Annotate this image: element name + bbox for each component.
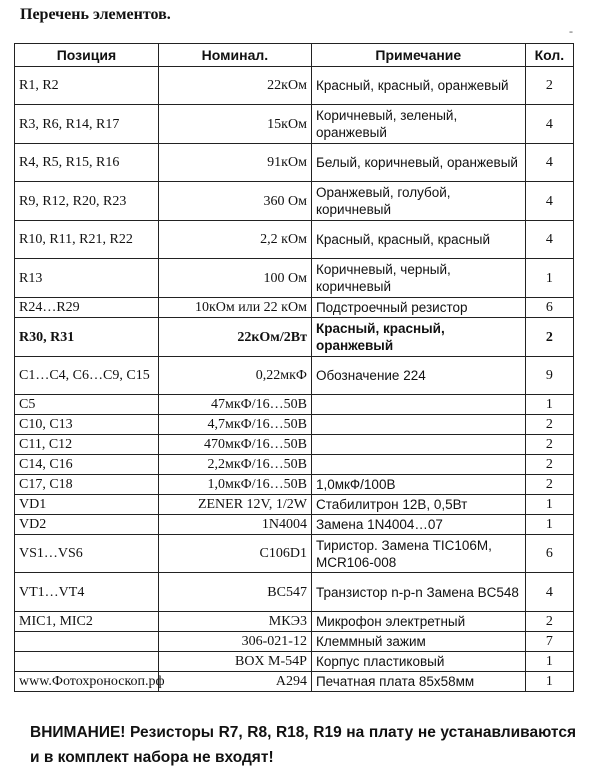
table-row	[15, 455, 574, 475]
cell-note: Печатная плата 85х58мм	[311, 672, 525, 692]
cell-nominal: BC547	[158, 573, 311, 612]
cell-note: Подстроечный резистор	[311, 298, 525, 318]
cell-nominal: 91кОм	[158, 144, 311, 182]
cell-nominal: BOX M-54P	[158, 652, 311, 672]
cell-note: Замена 1N4004…07	[311, 515, 525, 535]
cell-position: C1…C4, C6…C9, C15	[15, 357, 159, 395]
table-row	[15, 652, 574, 672]
cell-nominal: 15кОм	[158, 105, 311, 144]
table-row	[15, 435, 574, 455]
cell-nominal: 470мкФ/16…50В	[158, 435, 311, 455]
cell-nominal: A294	[158, 672, 311, 692]
table-row	[15, 395, 574, 415]
table-row	[15, 672, 574, 692]
table-row	[15, 67, 574, 105]
cell-position: www.Фотохроноскоп.рф	[15, 672, 159, 692]
cell-position: R3, R6, R14, R17	[15, 105, 159, 144]
cell-note: Корпус пластиковый	[311, 652, 525, 672]
cell-note: Обозначение 224	[311, 357, 525, 395]
cell-note: Коричневый, зеленый, оранжевый	[311, 105, 525, 144]
cell-position: C11, C12	[15, 435, 159, 455]
cell-qty: 9	[525, 357, 573, 395]
cell-qty: 2	[525, 415, 573, 435]
cell-qty: 1	[525, 652, 573, 672]
cell-nominal: C106D1	[158, 535, 311, 573]
cell-nominal: ZENER 12V, 1/2W	[158, 495, 311, 515]
table-row	[15, 105, 574, 144]
cell-position: R10, R11, R21, R22	[15, 221, 159, 259]
cell-qty: 4	[525, 105, 573, 144]
cell-note	[311, 435, 525, 455]
cell-note: Красный, красный, красный	[311, 221, 525, 259]
cell-position: R30, R31	[15, 318, 159, 357]
cell-nominal: 2,2 кОм	[158, 221, 311, 259]
cell-nominal: 1N4004	[158, 515, 311, 535]
table-row	[15, 573, 574, 612]
cell-nominal: 22кОм/2Вт	[158, 318, 311, 357]
cell-position: C17, C18	[15, 475, 159, 495]
cell-position: VT1…VT4	[15, 573, 159, 612]
table-row	[15, 144, 574, 182]
table-row	[15, 318, 574, 357]
cell-position	[15, 632, 159, 652]
cell-qty: 2	[525, 67, 573, 105]
cell-qty: 1	[525, 672, 573, 692]
table-row	[15, 535, 574, 573]
page-title: Перечень элементов.	[20, 6, 171, 23]
cell-position: VS1…VS6	[15, 535, 159, 573]
cell-note: Стабилитрон 12В, 0,5Вт	[311, 495, 525, 515]
cell-qty: 6	[525, 298, 573, 318]
cell-note: Тиристор. Замена TIC106M, MCR106-008	[311, 535, 525, 573]
header-qty: Кол.	[525, 44, 573, 67]
parts-table	[14, 43, 574, 692]
cell-position: VD1	[15, 495, 159, 515]
cell-note: Микрофон электретный	[311, 612, 525, 632]
cell-note	[311, 415, 525, 435]
cell-position: R24…R29	[15, 298, 159, 318]
cell-position	[15, 652, 159, 672]
cell-position: R9, R12, R20, R23	[15, 182, 159, 221]
cell-position: C14, C16	[15, 455, 159, 475]
cell-nominal: 306-021-12	[158, 632, 311, 652]
cell-position: R4, R5, R15, R16	[15, 144, 159, 182]
cell-note: Клеммный зажим	[311, 632, 525, 652]
cell-qty: 4	[525, 573, 573, 612]
cell-position: R13	[15, 259, 159, 298]
cell-note	[311, 395, 525, 415]
cell-position: R1, R2	[15, 67, 159, 105]
cell-nominal: 2,2мкФ/16…50В	[158, 455, 311, 475]
cell-nominal: 360 Ом	[158, 182, 311, 221]
cell-qty: 2	[525, 455, 573, 475]
cell-position: VD2	[15, 515, 159, 535]
cell-qty: 2	[525, 612, 573, 632]
cell-note: Красный, красный, оранжевый	[311, 318, 525, 357]
cell-nominal: МКЭ3	[158, 612, 311, 632]
table-row	[15, 357, 574, 395]
cell-note: Белый, коричневый, оранжевый	[311, 144, 525, 182]
cell-qty: 1	[525, 395, 573, 415]
header-position: Позиция	[15, 44, 159, 67]
cell-qty: 4	[525, 221, 573, 259]
cell-note: Коричневый, черный, коричневый	[311, 259, 525, 298]
cell-position: C10, C13	[15, 415, 159, 435]
cell-qty: 2	[525, 435, 573, 455]
cell-note: 1,0мкФ/100В	[311, 475, 525, 495]
header-nominal: Номинал.	[158, 44, 311, 67]
table-row	[15, 515, 574, 535]
cell-nominal: 10кОм или 22 кОм	[158, 298, 311, 318]
cell-nominal: 100 Ом	[158, 259, 311, 298]
corner-mark: -	[569, 24, 573, 38]
cell-qty: 1	[525, 495, 573, 515]
cell-nominal: 1,0мкФ/16…50В	[158, 475, 311, 495]
table-row	[15, 298, 574, 318]
header-note: Примечание	[311, 44, 525, 67]
cell-nominal: 4,7мкФ/16…50В	[158, 415, 311, 435]
table-row	[15, 259, 574, 298]
cell-note: Оранжевый, голубой, коричневый	[311, 182, 525, 221]
cell-qty: 1	[525, 515, 573, 535]
cell-position: C5	[15, 395, 159, 415]
cell-qty: 4	[525, 144, 573, 182]
warning-note: ВНИМАНИЕ! Резисторы R7, R8, R18, R19 на плату не устанавливаются и в комплект набора не входят!	[30, 724, 576, 766]
cell-qty: 7	[525, 632, 573, 652]
table-row	[15, 632, 574, 652]
table-row	[15, 495, 574, 515]
table-row	[15, 612, 574, 632]
cell-position: MIC1, MIC2	[15, 612, 159, 632]
cell-qty: 2	[525, 318, 573, 357]
cell-nominal: 0,22мкФ	[158, 357, 311, 395]
table-row	[15, 221, 574, 259]
cell-note	[311, 455, 525, 475]
cell-note: Транзистор n-p-n Замена BC548	[311, 573, 525, 612]
cell-qty: 2	[525, 475, 573, 495]
table-row	[15, 415, 574, 435]
cell-note: Красный, красный, оранжевый	[311, 67, 525, 105]
cell-nominal: 47мкФ/16…50В	[158, 395, 311, 415]
cell-qty: 4	[525, 182, 573, 221]
cell-nominal: 22кОм	[158, 67, 311, 105]
cell-qty: 1	[525, 259, 573, 298]
table-header	[15, 44, 574, 67]
table-row	[15, 475, 574, 495]
table-row	[15, 182, 574, 221]
cell-qty: 6	[525, 535, 573, 573]
